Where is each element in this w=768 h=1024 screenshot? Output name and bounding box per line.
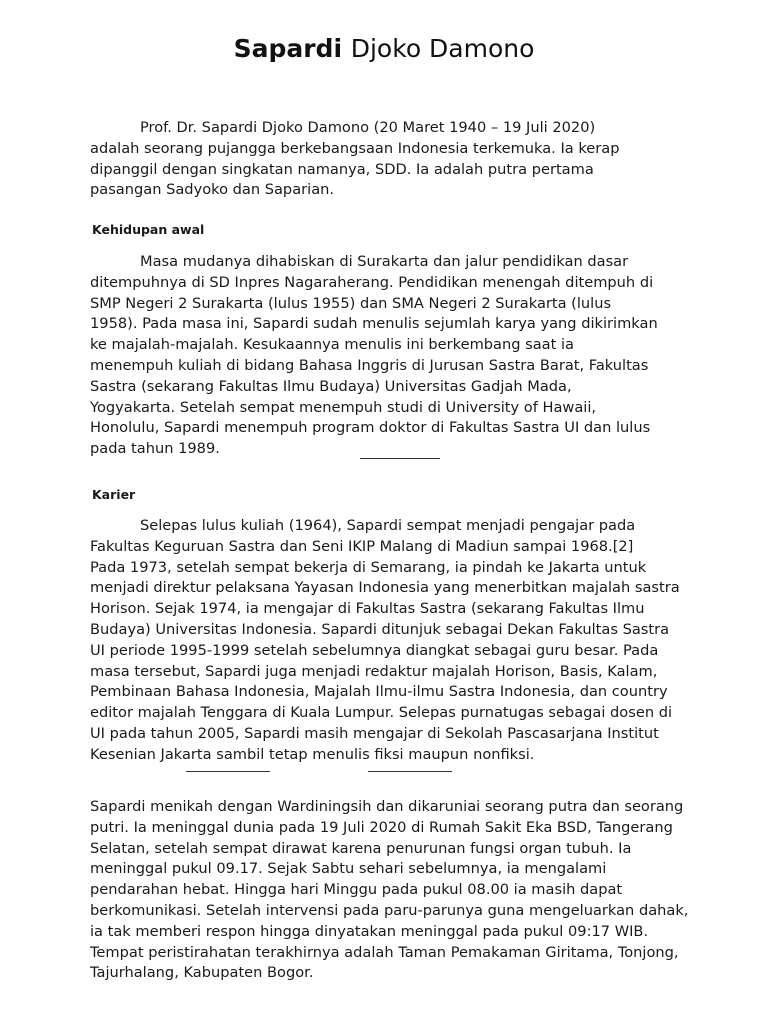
early-life-paragraph xyxy=(90,252,690,460)
career-line: menjadi direktur pelaksana Yayasan Indonesia yang menerbitkan majalah sastra xyxy=(90,579,680,597)
early-life-line: 1958). Pada masa ini, Sapardi sudah menulis sejumlah karya yang dikirimkan xyxy=(90,315,658,333)
handwritten-underline xyxy=(186,771,270,772)
early-life-line: menempuh kuliah di bidang Bahasa Inggris di Jurusan Sastra Barat, Fakultas xyxy=(90,356,649,374)
personal-life-line: putri. Ia meninggal dunia pada 19 Juli 2020 di Rumah Sakit Eka BSD, Tangerang xyxy=(90,818,673,836)
personal-life-line: ia tak memberi respon hingga dinyatakan meninggal pada pukul 09:17 WIB. xyxy=(90,922,649,940)
personal-life-paragraph xyxy=(90,797,690,984)
title-rest: Djoko Damono xyxy=(350,34,535,63)
career-line: Kesenian Jakarta sambil tetap menulis fiksi maupun nonfiksi. xyxy=(90,745,535,763)
early-life-line: ditempuhnya di SD Inpres Nagaraherang. Pendidikan menengah ditempuh di xyxy=(90,273,654,291)
intro-line: pasangan Sadyoko dan Saparian. xyxy=(90,181,335,199)
personal-life-line: meninggal pukul 09.17. Sejak Sabtu sehari sebelumnya, ia mengalami xyxy=(90,860,607,878)
personal-life-line: berkomunikasi. Setelah intervensi pada paru-parunya guna mengeluarkan dahak, xyxy=(90,901,689,919)
early-life-line: Yogyakarta. Setelah sempat menempuh studi di University of Hawaii, xyxy=(90,398,597,416)
early-life-line: Honolulu, Sapardi menempuh program doktor di Fakultas Sastra UI dan lulus xyxy=(90,419,651,437)
career-line: Fakultas Keguruan Sastra dan Seni IKIP Malang di Madiun sampai 1968.[2] xyxy=(90,537,634,555)
career-line: masa tersebut, Sapardi juga menjadi redaktur majalah Horison, Basis, Kalam, xyxy=(90,662,658,680)
career-line: Selepas lulus kuliah (1964), Sapardi sempat menjadi pengajar pada xyxy=(140,517,636,534)
title-bold-word: Sapardi xyxy=(233,34,343,63)
intro-line: adalah seorang pujangga berkebangsaan Indonesia terkemuka. Ia kerap xyxy=(90,139,620,157)
early-life-line: ke majalah-majalah. Kesukaannya menulis ini berkembang saat ia xyxy=(90,336,574,354)
career-paragraph xyxy=(90,516,690,766)
section-heading-kehidupan-awal: Kehidupan awal xyxy=(92,222,205,237)
personal-life-line: Selatan, setelah sempat dirawat karena penurunan fungsi organ tubuh. Ia xyxy=(90,839,632,857)
handwritten-underline xyxy=(368,771,452,772)
early-life-line: Sastra (sekarang Fakultas Ilmu Budaya) Universitas Gadjah Mada, xyxy=(90,377,572,395)
intro-line: dipanggil dengan singkatan namanya, SDD. Ia adalah putra pertama xyxy=(90,160,594,178)
personal-life-line: Tempat peristirahatan terakhirnya adalah Taman Pemakaman Giritama, Tonjong, xyxy=(90,943,679,961)
career-line: Pembinaan Bahasa Indonesia, Majalah Ilmu-ilmu Sastra Indonesia, dan country xyxy=(90,683,668,701)
personal-life-line: Sapardi menikah dengan Wardiningsih dan dikaruniai seorang putra dan seorang xyxy=(90,798,684,815)
career-line: Budaya) Universitas Indonesia. Sapardi ditunjuk sebagai Dekan Fakultas Sastra xyxy=(90,620,670,638)
section-heading-karier: Karier xyxy=(92,487,136,502)
career-line: UI periode 1995-1999 setelah sebelumnya diangkat sebagai guru besar. Pada xyxy=(90,641,659,659)
handwritten-underline xyxy=(360,458,440,459)
early-life-line: Masa mudanya dihabiskan di Surakarta dan jalur pendidikan dasar xyxy=(140,253,629,270)
document-title xyxy=(0,34,768,63)
personal-life-line: Tajurhalang, Kabupaten Bogor. xyxy=(90,964,314,982)
career-line: Horison. Sejak 1974, ia mengajar di Fakultas Sastra (sekarang Fakultas Ilmu xyxy=(90,600,645,618)
career-line: UI pada tahun 2005, Sapardi masih mengajar di Sekolah Pascasarjana Institut xyxy=(90,724,659,742)
personal-life-line: pendarahan hebat. Hingga hari Minggu pada pukul 08.00 ia masih dapat xyxy=(90,881,623,899)
early-life-line: SMP Negeri 2 Surakarta (lulus 1955) dan SMA Negeri 2 Surakarta (lulus xyxy=(90,294,612,312)
intro-line: Prof. Dr. Sapardi Djoko Damono (20 Maret 1940 – 19 Juli 2020) xyxy=(140,119,596,136)
early-life-line: pada tahun 1989. xyxy=(90,440,220,458)
career-line: Pada 1973, setelah sempat bekerja di Semarang, ia pindah ke Jakarta untuk xyxy=(90,558,647,576)
career-line: editor majalah Tenggara di Kuala Lumpur. Selepas purnatugas sebagai dosen di xyxy=(90,704,673,722)
intro-paragraph xyxy=(90,118,690,201)
